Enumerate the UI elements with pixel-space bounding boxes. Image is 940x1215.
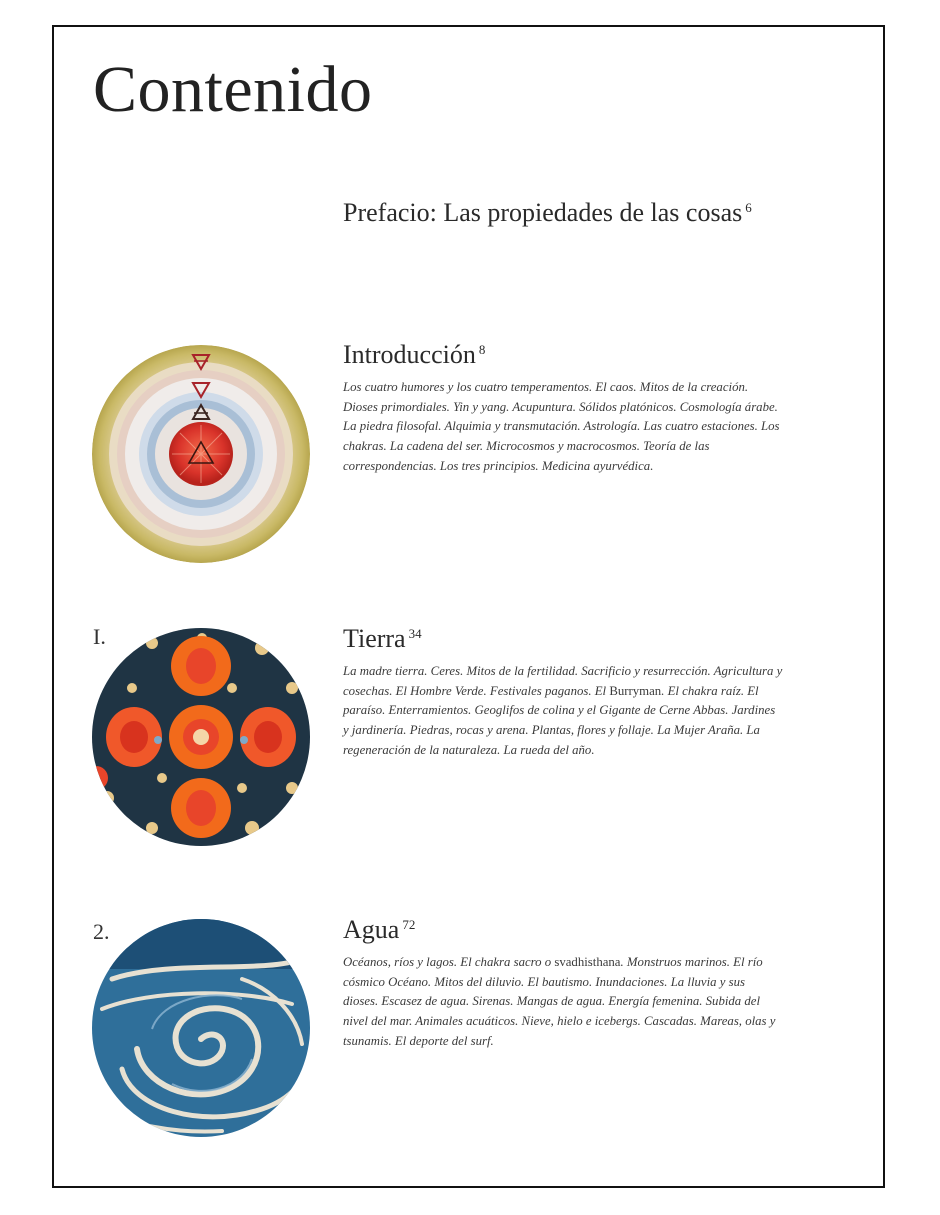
introduccion-page-number: 8 [478,342,486,357]
introduccion-entry[interactable] [343,340,485,370]
whirlpool-wave-illustration [92,919,310,1137]
agua-page-number: 72 [402,917,416,932]
agua-entry[interactable] [343,915,415,945]
agua-description-upright: svadhisthana [554,955,621,969]
tierra-entry[interactable] [343,624,422,654]
introduccion-description: Los cuatro humores y los cuatro temperamentos. El caos. Mitos de la creación. Dioses primordiales. Yin y yang. Acupuntura. Sólidos platónicos. Cosmología árabe. La piedra filosofal. Alquimia y transmutación. Astrología. Las cuatro estaciones. Los chakras. La cadena del ser. Microcosmos y macrocosmos. Teoría de las correspondencias. Los tres principios. Medicina ayurvédica. [343,380,780,473]
agua-description-start: Océanos, ríos y lagos. El chakra sacro o [343,955,555,969]
tierra-title: Tierra [343,624,406,653]
tierra-description [343,662,783,761]
preface-title: Prefacio: Las propiedades de las cosas [343,198,743,227]
agua-section-number: 2. [93,919,110,944]
tierra-description-upright: Burryman [609,683,662,698]
agua-description-end: . Monstruos marinos. El río cósmico Océano. Mitos del diluvio. El bautismo. Inundaciones. La lluvia y sus dioses. Escasez de agua. Sirenas. Mangas de agua. Energía femenina. Subida del nivel del mar. Animales acuáticos. Nieve, hielo e icebergs. Cascadas. Mareas, olas y tsunamis. El deporte del surf. [343,955,776,1048]
tierra-page-number: 34 [408,626,422,641]
introduccion-title: Introducción [343,340,476,369]
agua-title: Agua [343,915,400,944]
preface-page-number: 6 [745,200,752,215]
page-title: Contenido [93,53,373,126]
preface-entry[interactable] [343,198,752,228]
tierra-description-end: . El chakra raíz. El paraíso. Enterramientos. Geoglifos de colina y el Gigante de Cerne Abbas. Jardines y jardinería. Piedras, rocas y arena. Plantas, flores y follaje. La Mujer Araña. La regeneración de la naturaleza. La rueda del año. [343,683,776,757]
tierra-description-start: La madre tierra. Ceres. Mitos de la fertilidad. Sacrificio y resurrección. Agricultura y cosechas. El Hombre Verde. Festivales paganos. El [343,664,783,698]
agua-description [343,953,783,1052]
floral-textile-illustration [92,628,310,846]
tierra-section-number: I. [93,624,106,649]
four-elements-cosmos-illustration [92,345,310,563]
